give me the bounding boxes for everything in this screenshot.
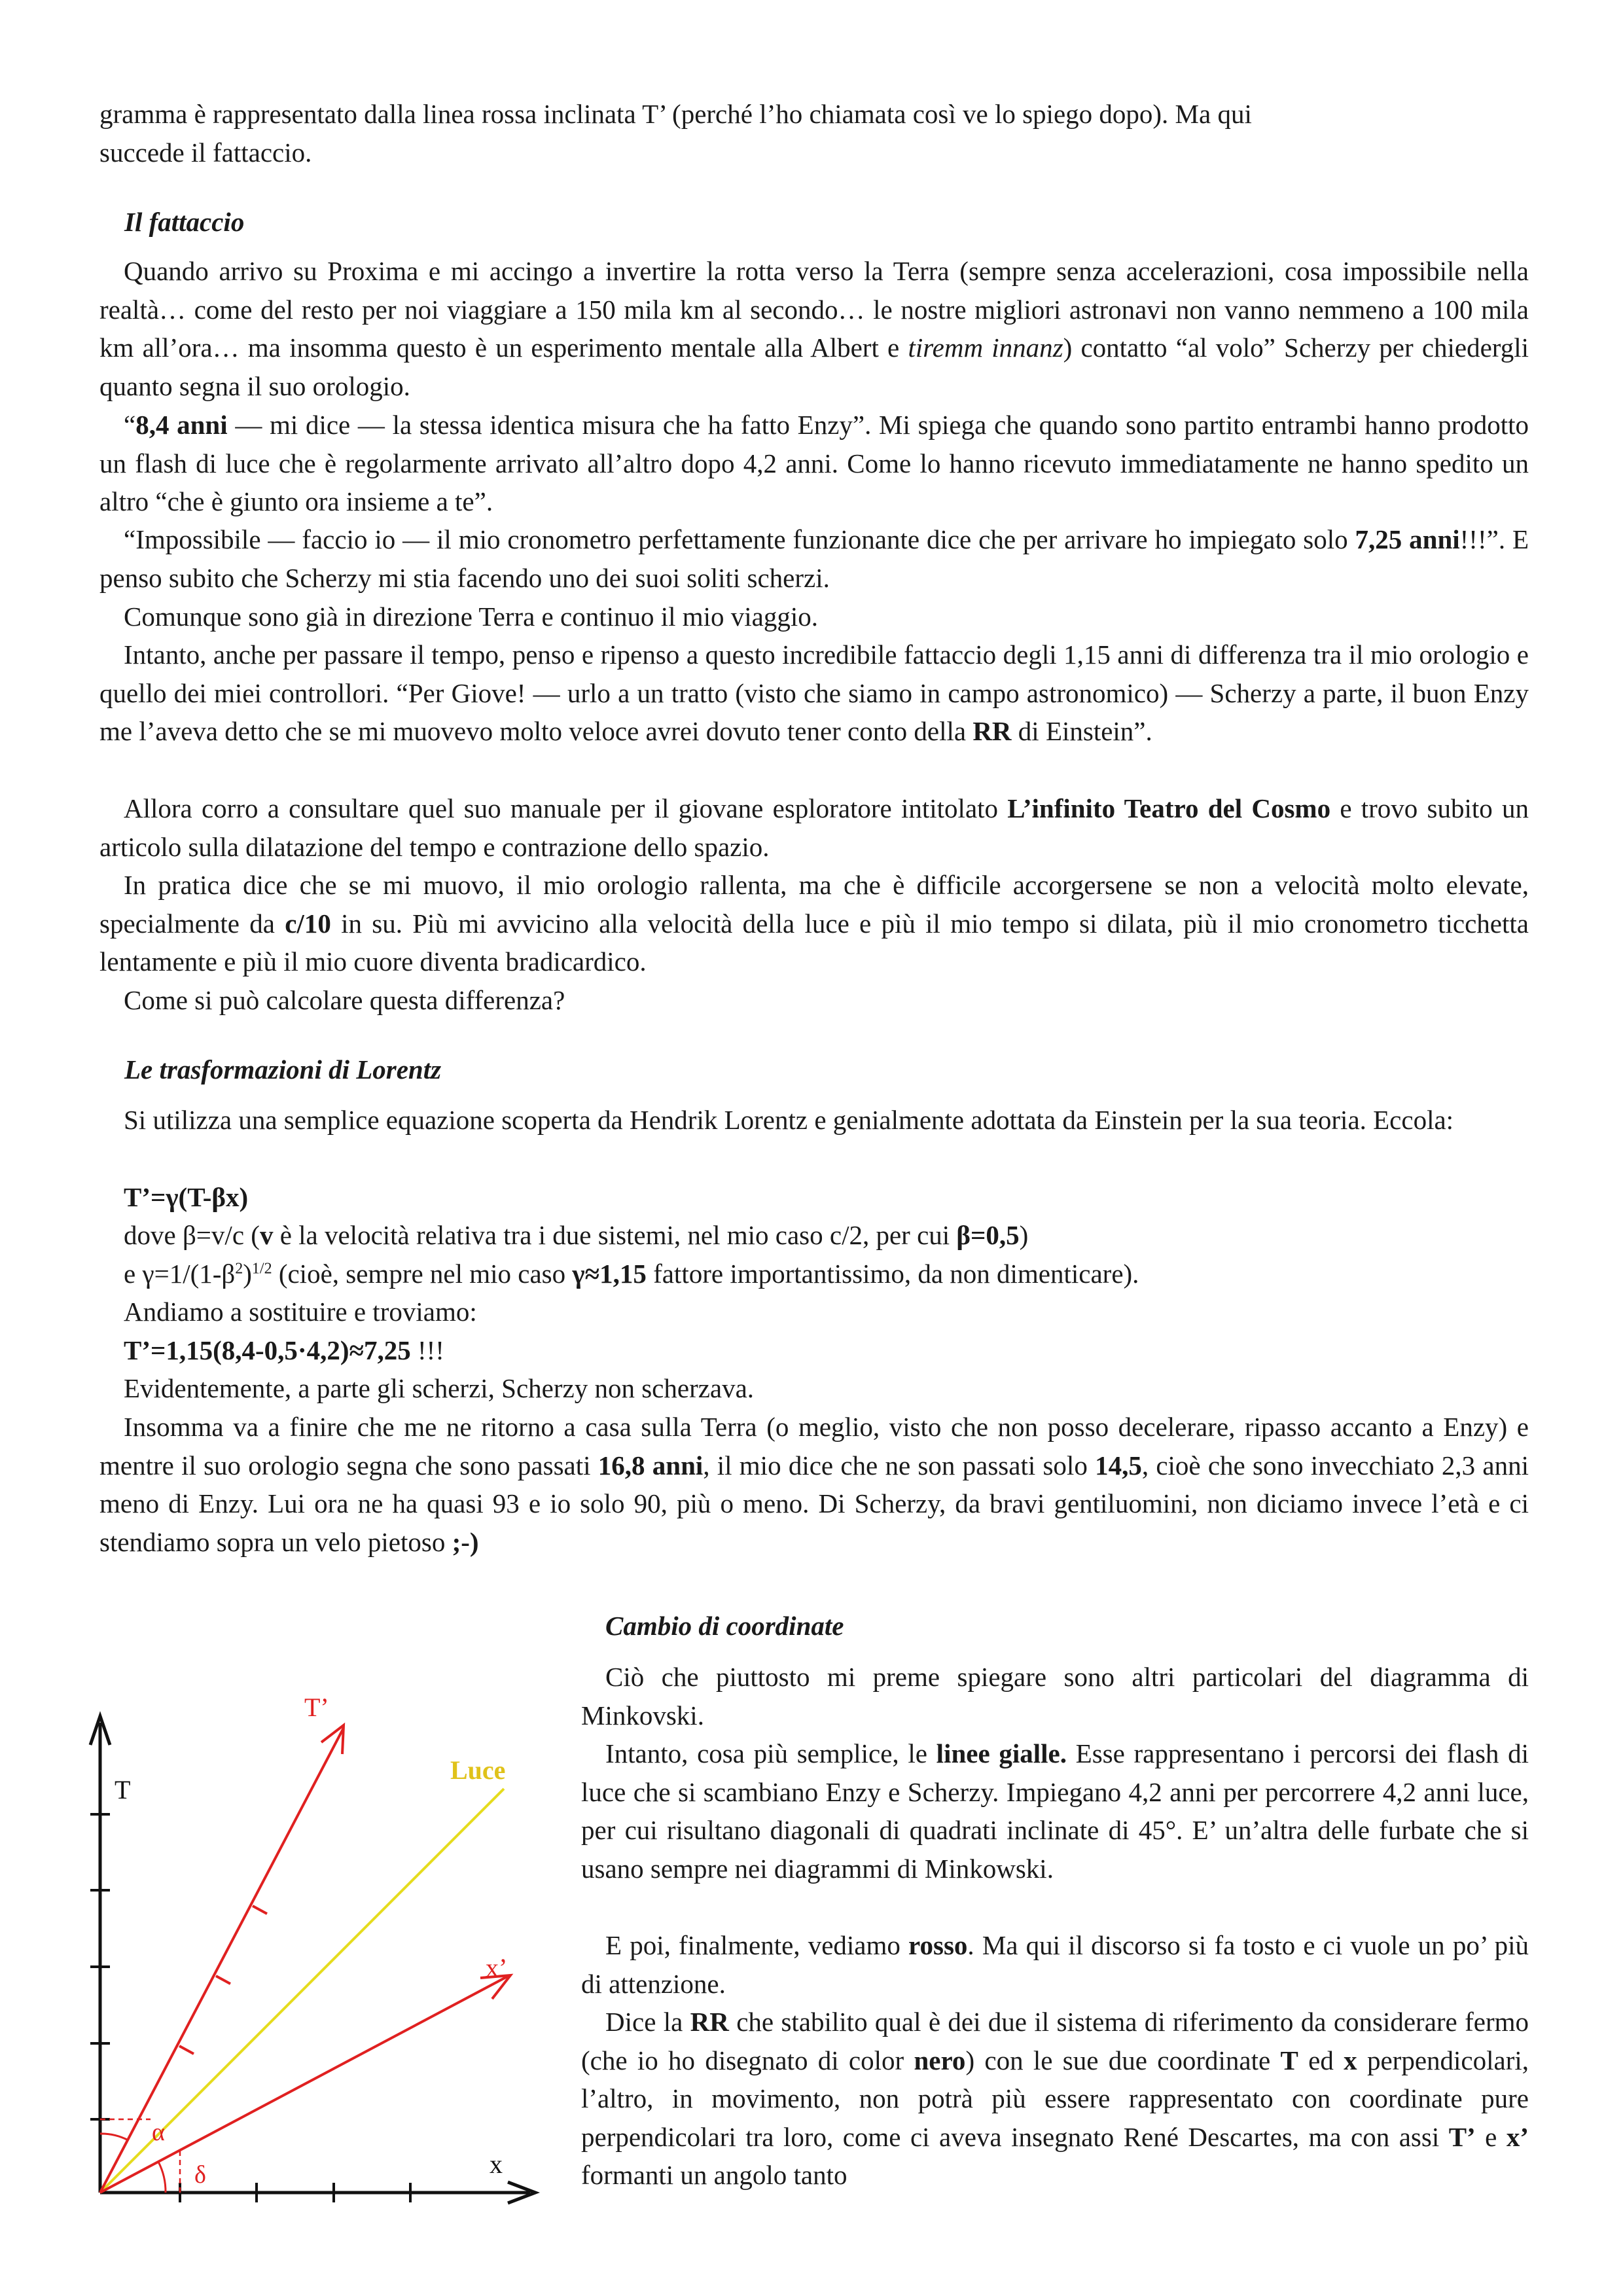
- paragraph: Dice la RR che stabilito qual è dei due il sistema di riferimento da considerare fermo (che io ho disegnato di color nero) con le sue due coordinate T ed x perpendicolari, l’altro, in movimento, non potrà più essere rappresentato con coordinate pure perpendicolari tra loro, come ci aveva insegnato René Descartes, ma con assi T’ e x’ formanti un angolo tanto: [581, 2007, 1529, 2190]
- label-delta: δ: [194, 2161, 206, 2189]
- paragraph: Come si può calcolare questa differenza?: [124, 985, 565, 1015]
- equation-gamma: e $\gamma=1/(1-\beta^2)^{1/2}$ (cioè, sempre nel mio caso γ≈1,15 fattore importantissimo, da non dimenticare).: [124, 1259, 1139, 1289]
- x-prime-axis: [100, 1977, 507, 2193]
- paragraph: Ciò che piuttosto mi preme spiegare sono altri particolari del diagramma di Minkovski.: [581, 1662, 1529, 1731]
- paragraph: Intanto, anche per passare il tempo, penso e ripenso a questo incredibile fattaccio degli 1,15 anni di differenza tra il mio orologio e quello dei miei controllori. “Per Giove! — urlo a un tratto (visto che siamo in campo astronomico) — Scherzy a parte, il buon Enzy me l’aveva detto che se mi muovevo molto veloce avrei dovuto tener conto della RR di Einstein”.: [99, 639, 1529, 746]
- alpha-arc: [100, 2134, 128, 2140]
- minkowski-diagram: [79, 1682, 550, 2232]
- label-luce: Luce: [450, 1755, 506, 1785]
- paragraph: Insomma va a finire che me ne ritorno a casa sulla Terra (o meglio, visto che non posso decelerare, ripasso accanto a Enzy) e mentre il suo orologio segna che sono passati 16,8 anni, il mio dice che ne son passati solo 14,5, cioè che sono invecchiato 2,3 anni meno di Enzy. Lui ora ne ha quasi 93 e io solo 90, più o meno. Di Scherzy, da bravi gentiluomini, non diciamo invece l’età e ci stendiamo sopra un velo pietoso ;-): [99, 1412, 1529, 1557]
- paragraph: “8,4 anni — mi dice — la stessa identica misura che ha fatto Enzy”. Mi spiega che quando sono partito entrambi hanno prodotto un flash di luce che è regolarmente arrivato all’altro dopo 4,2 anni. Come lo hanno ricevuto immediatamente ne hanno spedito un altro “che è giunto ora insieme a te”.: [99, 410, 1529, 516]
- paragraph: “Impossibile — faccio io — il mio cronometro perfettamente funzionante dice che per arrivare ho impiegato solo 7,25 anni!!!”. E penso subito che Scherzy mi stia facendo uno dei suoi soliti scherzi.: [99, 524, 1529, 593]
- heading-trasformazioni-lorentz: Le trasformazioni di Lorentz: [124, 1054, 442, 1085]
- paragraph: Evidentemente, a parte gli scherzi, Scherzy non scherzava.: [124, 1373, 755, 1403]
- paragraph: Intanto, cosa più semplice, le linee gialle. Esse rappresentano i percorsi dei flash di luce che si scambiano Enzy e Scherzy. Impiegano 4,2 anni per percorrere 4,2 anni luce, per cui risultano diagonali di quadrati inclinate di 45°. E’ un’altra delle furbate che si usano sempre nei diagrammi di Minkowski.: [581, 1738, 1529, 1884]
- label-t-prime: T’: [304, 1693, 329, 1722]
- paragraph: E poi, finalmente, vediamo rosso. Ma qui il discorso si fa tosto e ci vuole un po’ più di attenzione.: [581, 1930, 1529, 1999]
- intro-line-2: succede il fattaccio.: [99, 137, 312, 168]
- paragraph: Comunque sono già in direzione Terra e continuo il mio viaggio.: [124, 601, 819, 632]
- delta-arc: [158, 2162, 166, 2193]
- label-alpha: α: [152, 2119, 165, 2146]
- heading-il-fattaccio: Il fattaccio: [124, 207, 245, 237]
- label-t: T: [115, 1775, 131, 1804]
- paragraph: Andiamo a sostituire e troviamo:: [124, 1297, 477, 1327]
- paragraph: Quando arrivo su Proxima e mi accingo a invertire la rotta verso la Terra (sempre senza accelerazioni, cosa impossibile nella realtà… come del resto per noi viaggiare a 150 mila km al secondo… le nostre migliori astronavi non vanno nemmeno a 100 mila km all’ora… ma insomma questo è un esperimento mentale alla Albert e tiremm innanz) contatto “al volo” Scherzy per chiedergli quanto segna il suo orologio.: [99, 256, 1529, 401]
- label-x-prime: x’: [486, 1953, 508, 1982]
- heading-cambio-coordinate: Cambio di coordinate: [605, 1611, 844, 1641]
- equation-result: T’=1,15(8,4-0,5·4,2)≈7,25 !!!: [124, 1335, 444, 1365]
- t-prime-axis: [100, 1728, 344, 2193]
- equation-beta: dove β=v/c (v è la velocità relativa tra i due sistemi, nel mio caso c/2, per cui β=0,5): [124, 1220, 1029, 1250]
- t-prime-ticks: [179, 1906, 267, 2054]
- paragraph: In pratica dice che se mi muovo, il mio orologio rallenta, ma che è difficile accorgersene se non a velocità molto elevate, specialmente da c/10 in su. Più mi avvicino alla velocità della luce e più il mio tempo si dilata, più il mio cronometro ticchetta lentamente e più il mio cuore diventa bradicardico.: [99, 870, 1529, 977]
- equation-lorentz: T’=γ(T-βx): [124, 1182, 249, 1212]
- label-x: x: [490, 2149, 503, 2179]
- intro-line-1: gramma è rappresentato dalla linea rossa inclinata T’ (perché l’ho chiamata così ve lo spiego dopo). Ma qui: [99, 99, 1252, 129]
- paragraph: Allora corro a consultare quel suo manuale per il giovane esploratore intitolato L’infinito Teatro del Cosmo e trovo subito un articolo sulla dilatazione del tempo e contrazione dello spazio.: [99, 793, 1529, 862]
- paragraph: Si utilizza una semplice equazione scoperta da Hendrik Lorentz e genialmente adottata da Einstein per la sua teoria. Eccola:: [124, 1105, 1454, 1135]
